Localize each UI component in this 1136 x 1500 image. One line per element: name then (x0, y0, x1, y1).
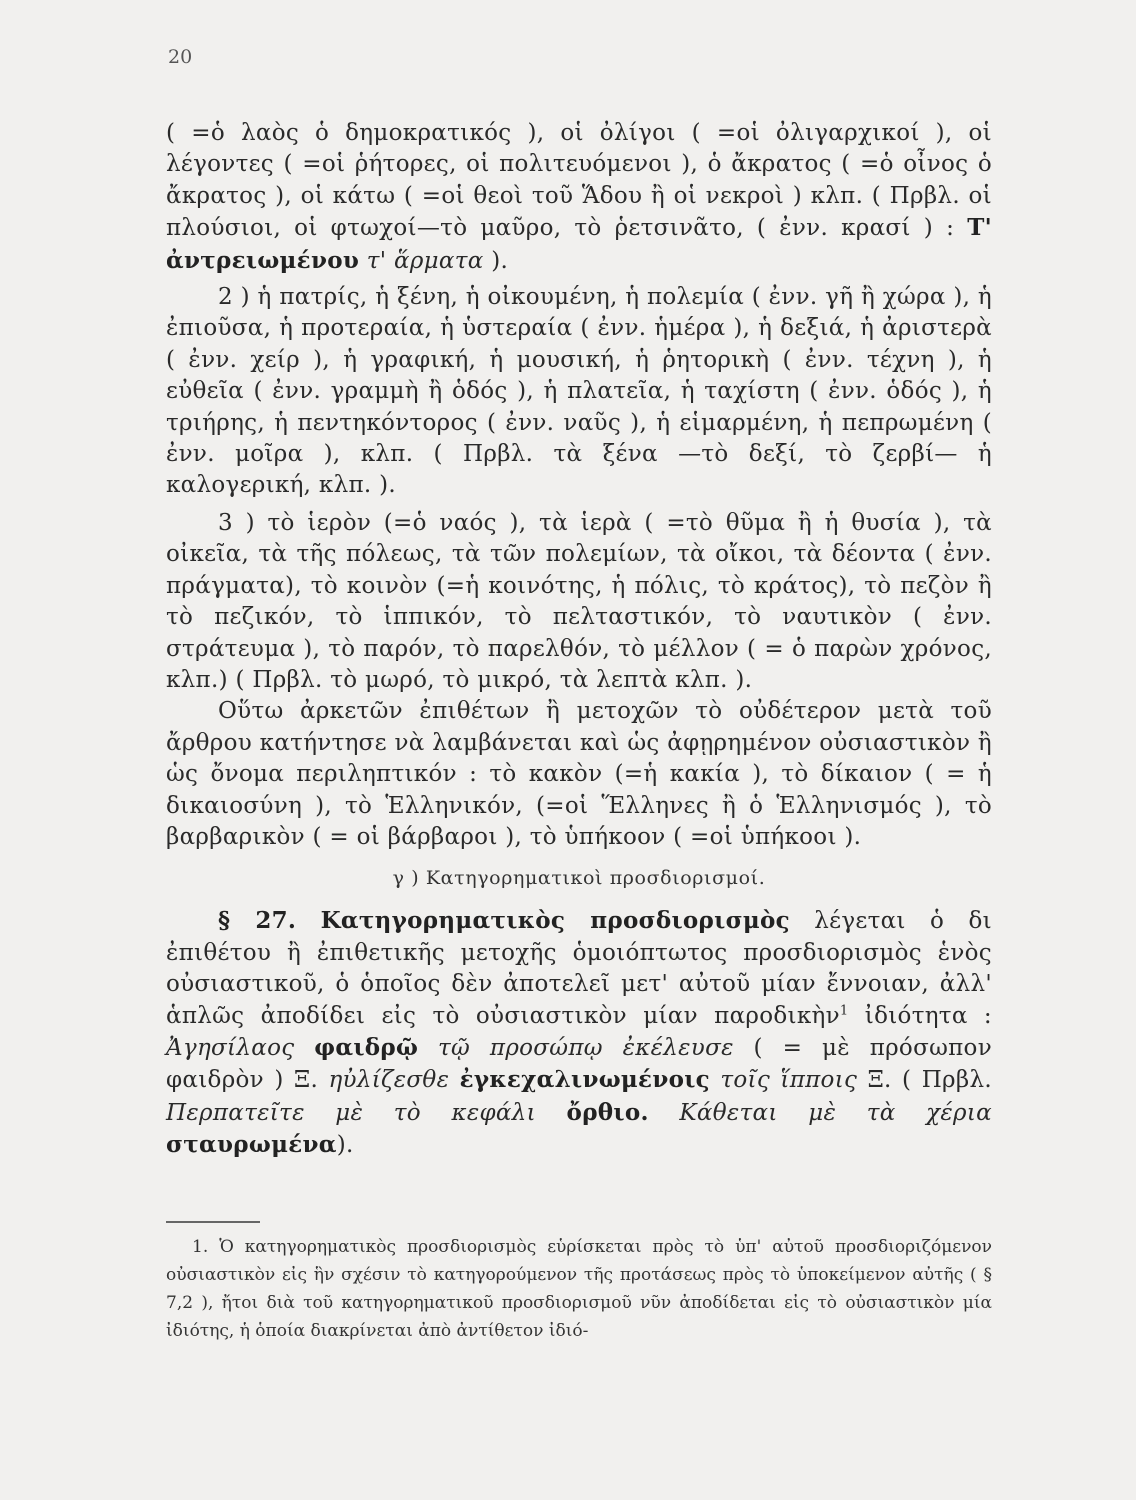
section-heading: γ ) Κατηγορηματικοὶ προσδιορισμοί. (392, 867, 766, 890)
bold-example: σταυρωμένα (166, 1131, 337, 1159)
footnote-marker: 1 (839, 1002, 849, 1018)
italic-example: Κάθεται μὲ τὰ χέρια (679, 1099, 992, 1126)
italic-example: τοῖς ἵπποις (720, 1067, 858, 1094)
spacer-text (359, 248, 367, 274)
paragraph-neuter: 3 ) τὸ ἱερὸν (=ὁ ναός ), τὰ ἱερὰ ( =τὸ θῦμα ἢ ἡ θυσία ), τὰ οἰκεῖα, τὰ τῆς πόλεως, τὰ τῶν πολεμίων, τὰ οἴκοι, τὰ δέοντα ( ἐνν. πράγματα), τὸ κοινὸν (=ἡ κοινότης, ἡ πόλις, τὸ κράτος), τὸ πεζὸν ἢ τὸ πεζικόν, τὸ ἱππικόν, τὸ πελταστικόν, τὸ ναυτικὸν ( ἐνν. στράτευμα ), τὸ παρόν, τὸ παρελθόν, τὸ μέλλον ( = ὁ παρὼν χρόνος, κλπ.) ( Πρβλ. τὸ μωρό, τὸ μικρό, τὰ λεπτὰ κλπ. ). (166, 509, 992, 693)
italic-example: τῷ προσώπῳ ἐκέλευσε (438, 1034, 734, 1061)
section-text: λέγεται ὁ δι ἐπιθέτου ἢ ἐπιθετικῆς μετοχῆς ὁμοιόπτωτος προσδιορισμὸς ἑνὸς οὐσιαστικοῦ, ὁ ὁποῖος δὲν ἀποτελεῖ μετ' αὐτοῦ μίαν ἔννοιαν, ἀλλ' ἁπλῶς ἀποδίδει εἰς τὸ οὐσιαστικὸν μίαν παροδικὴν (166, 908, 992, 1029)
italic-example: ηὐλίζεσθε (328, 1067, 450, 1094)
bold-example: ὄρθιο. (566, 1098, 649, 1126)
paragraph-text: ). (483, 247, 509, 274)
italic-example: Ἀγησίλαος (166, 1034, 295, 1061)
paragraph-abstract-nouns: Οὕτω ἀρκετῶν ἐπιθέτων ἢ μετοχῶν τὸ οὐδέτερον μετὰ τοῦ ἄρθρου κατήντησε νὰ λαμβάνεται καὶ ὡς ἀφῃρημένον οὐσιαστικὸν ἢ ὡς ὄνομα περιληπτικόν : τὸ κακὸν (=ἡ κακία ), τὸ δίκαιον ( = ἡ δικαιοσύνη ), τὸ Ἑλληνικόν, (=οἱ Ἕλληνες ἢ ὁ Ἑλληνισμός ), τὸ βαρβαρικὸν ( = οἱ βάρβαροι ), τὸ ὑπήκοον ( =οἱ ὑπήκοοι ). (166, 698, 992, 850)
bold-example: φαιδρῷ (314, 1033, 419, 1061)
section-number: § 27. (218, 907, 297, 935)
paragraph-text: ( =ὁ λαὸς ὁ δημοκρατικός ), οἱ ὀλίγοι ( =οἱ ὀλιγαρχικοί ), οἱ λέγοντες ( =οἱ ῥήτορες, οἱ πολιτευόμενοι ), ὁ ἄκρατος ( =ὁ οἶνος ὁ ἄκρατος ), οἱ κάτω ( =οἱ θεοὶ τοῦ Ἅδου ἢ οἱ νεκροὶ ) κλπ. ( Πρβλ. οἱ πλούσιοι, οἱ φτωχοί—τὸ μαῦρο, τὸ ῥετσινᾶτο, ( ἐνν. κρασί ) : (166, 120, 992, 242)
footnote-divider (166, 1221, 260, 1223)
page-number: 20 (168, 46, 193, 68)
section-text: Ξ. ( Πρβλ. (857, 1067, 992, 1094)
section-27 (166, 905, 992, 1161)
section-text: ( = μὲ πρόσωπον φαιδρὸν ) Ξ. (166, 1034, 992, 1094)
italic-example: τ' ἅρματα (366, 247, 484, 274)
section-text: ἰδιότητα : (848, 1002, 992, 1029)
footnote: 1. Ὁ κατηγορηματικὸς προσδιορισμὸς εὑρίσκεται πρὸς τὸ ὑπ' αὐτοῦ προσδιοριζόμενον οὐσιαστικὸν εἰς ἣν σχέσιν τὸ κατηγορούμενον τῆς προτάσεως πρὸς τὸ ὑποκείμενον αὐτῆς ( § 7,2 ), ἤτοι διὰ τοῦ κατηγορηματικοῦ προσδιορισμοῦ νῦν ἀποδίδεται εἰς τὸ οὐσιαστικὸν μία ἰδιότης, ἡ ὁποία διακρίνεται ἀπὸ ἀντίθετον ἰδιό- (166, 1237, 992, 1341)
italic-example: Περπατεῖτε μὲ τὸ κεφάλι (166, 1099, 536, 1126)
section-text: ). (336, 1132, 354, 1159)
paragraph-feminine: 2 ) ἡ πατρίς, ἡ ξένη, ἡ οἰκουμένη, ἡ πολεμία ( ἐνν. γῆ ἢ χώρα ), ἡ ἐπιοῦσα, ἡ προτεραία, ἡ ὑστεραία ( ἐνν. ἡμέρα ), ἡ δεξιά, ἡ ἀριστερὰ ( ἐνν. χείρ ), ἡ γραφική, ἡ μουσική, ἡ ῥητορικὴ ( ἐνν. τέχνη ), ἡ εὐθεῖα ( ἐνν. γραμμὴ ἢ ὁδός ), ἡ πλατεῖα, ἡ ταχίστη ( ἐνν. ὁδός ), ἡ τριήρης, ἡ πεντηκόντορος ( ἐνν. ναῦς ), ἡ εἱμαρμένη, ἡ πεπρωμένη ( ἐνν. μοῖρα ), κλπ. ( Πρβλ. τὰ ξένα —τὸ δεξί, τὸ ζερβί— ἡ καλογερική, κλπ. ). (166, 284, 992, 499)
bold-example: Τ' ἀντρειωμένου (166, 214, 992, 274)
section-term: Κατηγορηματικὸς προσδιορισμὸς (320, 907, 790, 935)
body-text (166, 118, 992, 1162)
bold-example: ἐγκεχαλινωμένοις (459, 1066, 710, 1094)
paragraph-articles-masculine (166, 118, 992, 277)
